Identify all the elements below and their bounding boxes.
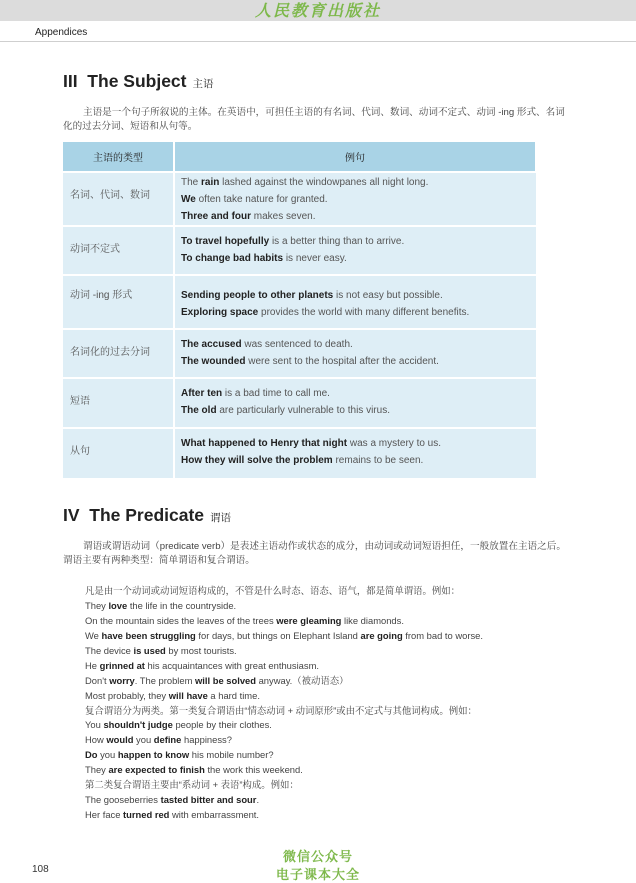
example-sentence [181, 191, 536, 208]
emphasis-text: would [106, 734, 134, 746]
plain-text: are particularly vulnerable to this virus. [216, 405, 390, 416]
emphasis-text: The wounded [181, 356, 246, 367]
plain-text: On the mountain sides the leaves of the trees [85, 614, 277, 626]
example-line [85, 644, 575, 659]
example-sentence [181, 250, 536, 267]
emphasis-text: tasted bitter and sour [160, 794, 257, 806]
publisher-logo-text: 人民教育出版社 [254, 1, 381, 20]
subject-type-label: 名词化的过去分词 [70, 347, 150, 358]
subject-type-cell [63, 329, 174, 378]
predicate-intro-text: 谓语或谓语动词（predicate verb）是表述主语动作或状态的成分，由动词或动词短语担任，一般放置在主语之后。谓语主要有两种类型：简单谓语和复合谓语。 [63, 541, 566, 566]
emphasis-text: To travel hopefully [181, 236, 270, 247]
example-line [85, 659, 575, 674]
table-header-row [63, 142, 536, 172]
column-header-examples: 例句 [174, 142, 536, 172]
plain-text: with embarrassment. [169, 809, 260, 821]
plain-text: Most probably, they [85, 689, 169, 701]
plain-text: was sentenced to death. [241, 339, 353, 350]
plain-text: provides the world with many different benefits. [258, 307, 470, 318]
plain-text: people by their clothes. [172, 719, 272, 731]
example-sentence [181, 353, 536, 370]
emphasis-text: have been struggling [101, 629, 196, 641]
plain-text: We [85, 629, 102, 641]
example-line [85, 763, 575, 778]
emphasis-text: Exploring space [181, 307, 259, 318]
example-sentence [181, 452, 536, 469]
emphasis-text: happen to know [117, 749, 190, 761]
plain-text: Her face [85, 809, 124, 821]
plain-text: . The problem [134, 674, 196, 686]
emphasis-text: are going [360, 629, 403, 641]
section-title: III The Subject [63, 71, 187, 91]
emphasis-text: love [108, 599, 128, 611]
table-row [63, 378, 536, 428]
examples-cell [174, 329, 536, 378]
examples-cell [174, 428, 536, 478]
emphasis-text: is used [133, 644, 166, 656]
plain-text: They [85, 599, 109, 611]
emphasis-text: will have [168, 689, 208, 701]
subject-type-cell [63, 172, 174, 226]
example-line [85, 584, 575, 599]
plain-text: makes seven. [251, 211, 316, 222]
subject-type-label: 动词不定式 [70, 244, 120, 255]
plain-text: often take nature for granted. [195, 194, 328, 205]
section-title-cn: 主语 [192, 78, 214, 90]
plain-text: the work this weekend. [204, 764, 303, 776]
plain-text: The device [85, 644, 134, 656]
emphasis-text: What happened to Henry that night [181, 438, 348, 449]
section-title: IV The Predicate [63, 505, 205, 525]
plain-text: lashed against the windowpanes all night long. [219, 177, 429, 188]
example-line [85, 733, 575, 748]
example-sentence [181, 174, 536, 191]
example-line [85, 778, 575, 793]
plain-text: happiness? [181, 734, 232, 746]
column-header-type: 主语的类型 [63, 142, 174, 172]
plain-text: from bad to worse. [402, 629, 483, 641]
plain-text: you [133, 734, 154, 746]
page-number: 108 [32, 864, 49, 875]
plain-text: for days, but things on Elephant Island [195, 629, 361, 641]
example-line [85, 748, 575, 763]
plain-text: 凡是由一个动词或动词短语构成的，不管是什么时态、语态、语气，都是简单谓语。例如： [85, 585, 461, 596]
subject-type-label: 从句 [70, 446, 90, 457]
plain-text: a hard time. [207, 689, 260, 701]
emphasis-text: grinned at [99, 659, 145, 671]
table-row [63, 275, 536, 329]
example-sentence [181, 233, 536, 250]
plain-text: The [181, 177, 202, 188]
example-line [85, 629, 575, 644]
emphasis-text: define [153, 734, 182, 746]
plain-text: 第二类复合谓语主要由“系动词 + 表语”构成。例如： [85, 779, 299, 791]
emphasis-text: rain [201, 177, 220, 188]
example-line [85, 614, 575, 629]
example-line [85, 808, 575, 823]
plain-text: They [85, 764, 109, 776]
emphasis-text: After ten [181, 388, 223, 399]
example-line [85, 674, 575, 689]
table-row [63, 428, 536, 478]
plain-text: He [85, 659, 100, 671]
subject-type-label: 名词、代词、数词 [70, 190, 150, 201]
plain-text: was a mystery to us. [347, 438, 442, 449]
emphasis-text: Do [85, 749, 98, 761]
section-heading-predicate [63, 505, 231, 526]
plain-text: You [85, 719, 104, 731]
plain-text: his acquaintances with great enthusiasm. [144, 659, 319, 671]
example-sentence [181, 287, 536, 304]
plain-text: the life in the countryside. [127, 599, 237, 611]
example-sentence [181, 402, 536, 419]
section-title-cn: 谓语 [210, 512, 232, 524]
emphasis-text: The old [181, 405, 217, 416]
subject-type-cell [63, 378, 174, 428]
examples-cell [174, 226, 536, 275]
example-sentence [181, 385, 536, 402]
plain-text: 复合谓语分为两类。第一类复合谓语由“情态动词 + 动词原形”或由不定式与其他词构成。例如： [85, 704, 477, 716]
examples-cell [174, 378, 536, 428]
examples-cell [174, 275, 536, 329]
subject-type-cell [63, 226, 174, 275]
table-row [63, 329, 536, 378]
plain-text: by most tourists. [165, 644, 237, 656]
subject-type-label: 动词 -ing 形式 [70, 290, 133, 301]
predicate-intro [63, 540, 568, 567]
emphasis-text: Three and four [181, 211, 252, 222]
plain-text: were sent to the hospital after the accident. [245, 356, 439, 367]
emphasis-text: worry [109, 674, 135, 686]
plain-text: you [97, 749, 118, 761]
plain-text: How [85, 734, 107, 746]
plain-text: is a bad time to call me. [222, 388, 330, 399]
example-line [85, 704, 575, 719]
plain-text: is not easy but possible. [333, 290, 443, 301]
example-line [85, 793, 575, 808]
watermark-line2: 电子课本大全 [275, 868, 360, 883]
example-sentence [181, 435, 536, 452]
emphasis-text: The accused [181, 339, 242, 350]
example-sentence [181, 336, 536, 353]
subject-type-label: 短语 [70, 396, 90, 407]
example-line [85, 718, 575, 733]
example-line [85, 689, 575, 704]
table-row [63, 226, 536, 275]
predicate-example-list [85, 584, 575, 823]
plain-text: is never easy. [283, 253, 347, 264]
subject-types-table [63, 142, 537, 478]
plain-text: like diamonds. [341, 614, 404, 626]
plain-text: anyway.（被动语态） [255, 674, 349, 686]
section-heading-subject [63, 71, 214, 92]
emphasis-text: were gleaming [276, 614, 342, 626]
example-sentence [181, 208, 536, 225]
example-line [85, 599, 575, 614]
emphasis-text: shouldn't judge [103, 719, 173, 731]
subject-intro-text: 主语是一个句子所叙说的主体。在英语中，可担任主语的有名词、代词、数词、动词不定式、动词 -ing 形式、名词化的过去分词、短语和从句等。 [63, 107, 565, 132]
example-sentence [181, 304, 536, 321]
plain-text: . [256, 794, 260, 806]
emphasis-text: To change bad habits [181, 253, 284, 264]
emphasis-text: are expected to finish [108, 764, 205, 776]
plain-text: The gooseberries [85, 794, 161, 806]
header-divider [0, 41, 636, 42]
plain-text: Don't [85, 674, 110, 686]
emphasis-text: Sending people to other planets [181, 290, 334, 301]
watermark-line1: 微信公众号 [282, 850, 353, 865]
running-title: Appendices [35, 27, 88, 38]
emphasis-text: turned red [123, 809, 170, 821]
examples-cell [174, 172, 536, 226]
plain-text: his mobile number? [189, 749, 274, 761]
subject-type-cell [63, 275, 174, 329]
table-row [63, 172, 536, 226]
emphasis-text: will be solved [195, 674, 256, 686]
emphasis-text: How they will solve the problem [181, 455, 333, 466]
subject-type-cell [63, 428, 174, 478]
subject-intro [63, 106, 568, 133]
emphasis-text: We [181, 194, 196, 205]
plain-text: is a better thing than to arrive. [269, 236, 405, 247]
plain-text: remains to be seen. [332, 455, 424, 466]
